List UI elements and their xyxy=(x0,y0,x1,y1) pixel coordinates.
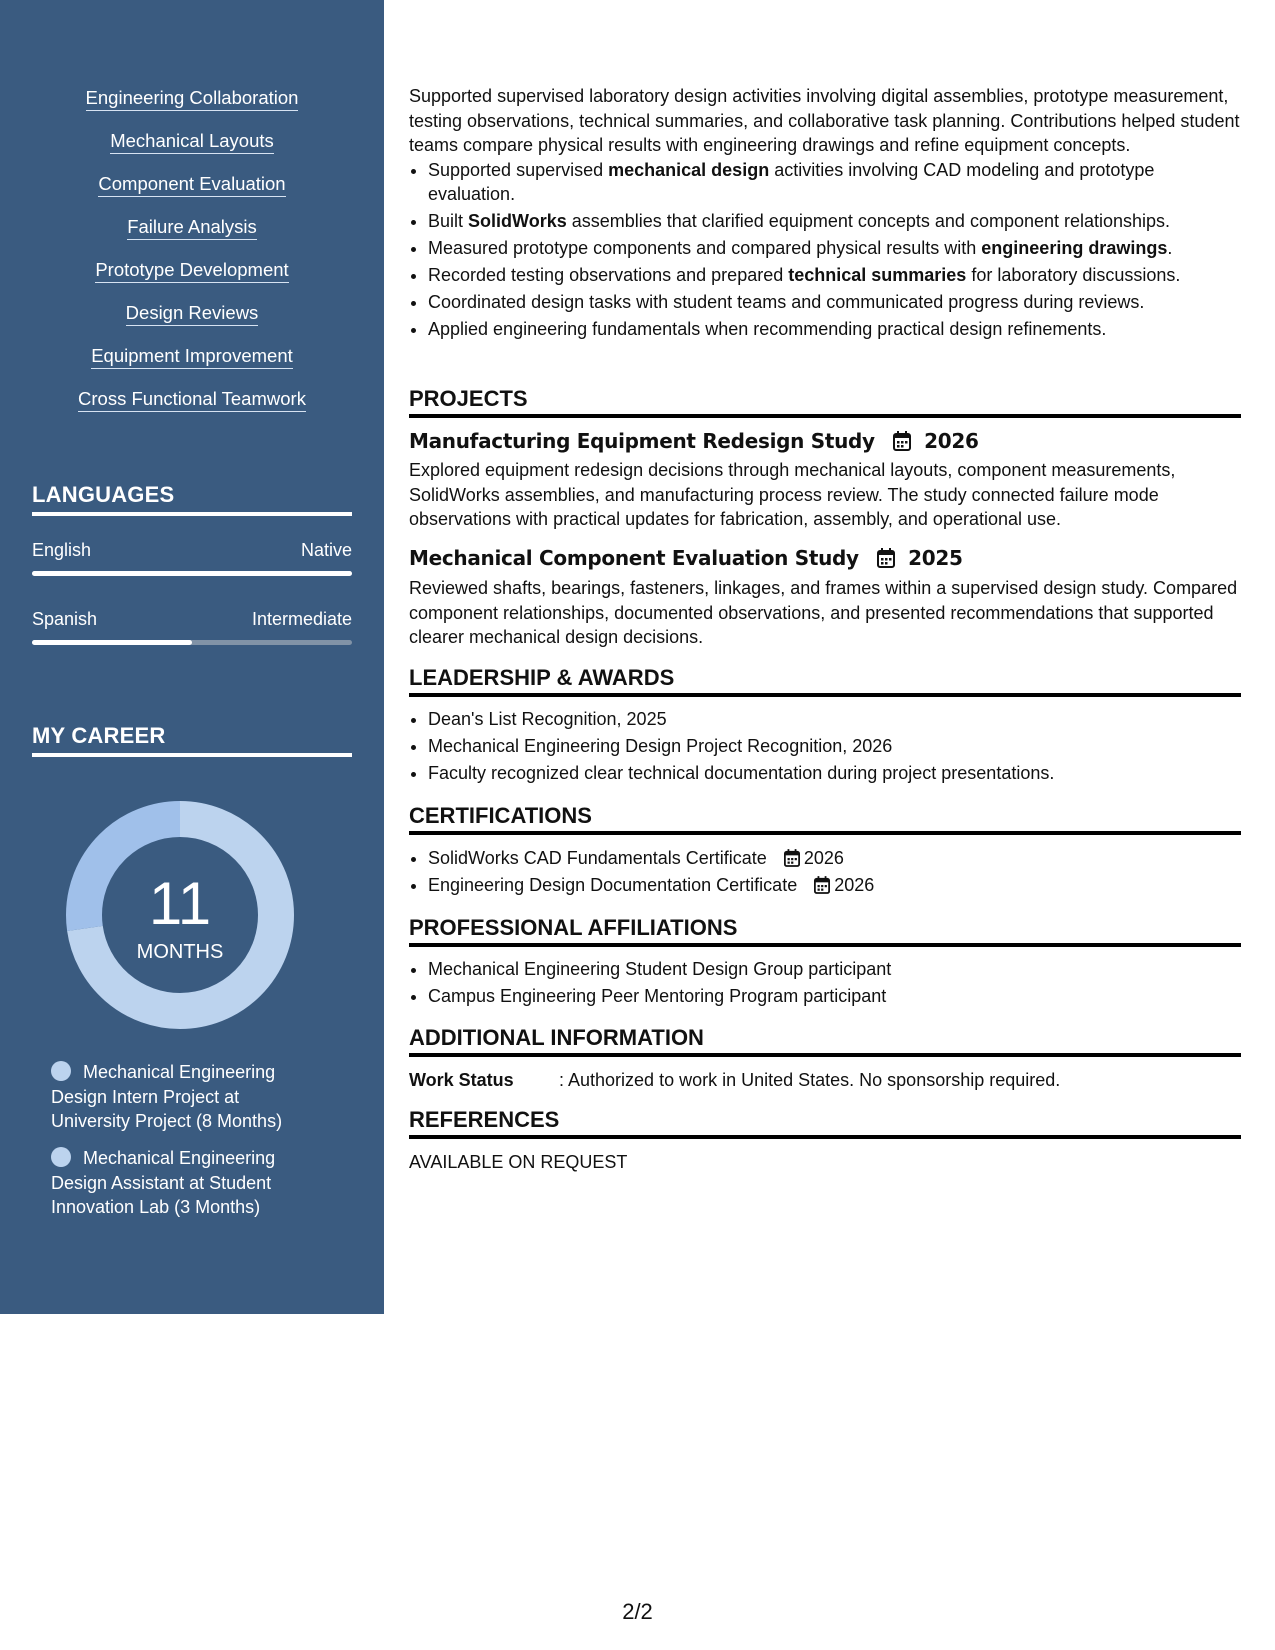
skill-item: Mechanical Layouts xyxy=(110,130,274,154)
career-dot-icon xyxy=(51,1147,71,1167)
certifications-heading: CERTIFICATIONS xyxy=(409,803,1241,835)
certification-year: 2026 xyxy=(803,848,844,868)
skill-item: Engineering Collaboration xyxy=(86,87,299,111)
leadership-item: • Mechanical Engineering Design Project Recognition, 2026 xyxy=(428,734,1260,759)
references-text: AVAILABLE ON REQUEST xyxy=(409,1152,628,1172)
leadership-item: • Dean's List Recognition, 2025 xyxy=(428,707,1260,732)
sidebar xyxy=(0,0,384,1314)
language-bar-english xyxy=(32,571,352,576)
language-level: Native xyxy=(300,540,352,560)
additional-info-heading: ADDITIONAL INFORMATION xyxy=(409,1025,1241,1057)
career-item-text: Mechanical Engineering Design Assistant at Student Innovation Lab (3 Months) xyxy=(51,1148,276,1217)
language-bar-fill xyxy=(32,571,352,576)
leadership-heading: LEADERSHIP & AWARDS xyxy=(409,665,1241,697)
affiliation-item: • Mechanical Engineering Student Design Group participant xyxy=(428,957,1260,982)
calendar-icon xyxy=(877,548,895,568)
skills-list xyxy=(0,87,384,431)
career-item xyxy=(51,1060,311,1134)
experience-bullet: • Coordinated design tasks with student teams and communicated progress during reviews. xyxy=(428,290,1241,315)
language-row-english xyxy=(32,540,352,561)
career-total-unit: MONTHS xyxy=(136,941,224,963)
language-bar-spanish xyxy=(32,640,352,645)
languages-heading: LANGUAGES xyxy=(32,482,352,516)
calendar-icon xyxy=(814,876,830,894)
page-number: 2/2 xyxy=(622,1599,653,1624)
career-item-text: Mechanical Engineering Design Intern Project at University Project (8 Months) xyxy=(51,1062,283,1131)
calendar-icon xyxy=(893,431,911,451)
experience-bullet: • Supported supervised mechanical design activities involving CAD modeling and prototype evaluation. xyxy=(428,158,1241,207)
career-item xyxy=(51,1146,311,1220)
experience-bullet: • Applied engineering fundamentals when recommending practical design refinements. xyxy=(428,317,1241,342)
experience-block xyxy=(409,84,1241,344)
career-total-number: 11 xyxy=(148,870,212,937)
language-name: Spanish xyxy=(32,609,98,629)
calendar-icon xyxy=(784,849,800,867)
certifications-list xyxy=(409,846,1260,900)
project-description: Explored equipment redesign decisions through mechanical layouts, component measurements, SolidWorks assemblies, and manufacturing process review. The study connected failure mode observations with practical updates for fabrication, assembly, and operational use. xyxy=(409,460,1176,529)
career-donut-chart xyxy=(66,801,294,1029)
skill-item: Failure Analysis xyxy=(127,216,257,240)
project-title: Mechanical Component Evaluation Study xyxy=(409,546,859,570)
skill-item: Design Reviews xyxy=(126,302,259,326)
language-bar-fill xyxy=(32,640,192,645)
work-status-row xyxy=(409,1068,1241,1093)
experience-bullets xyxy=(409,158,1241,342)
language-row-spanish xyxy=(32,609,352,630)
work-status-label: Work Status xyxy=(409,1070,514,1090)
skill-item: Component Evaluation xyxy=(98,173,285,197)
project-title-row xyxy=(409,546,963,570)
experience-bullet: • Built SolidWorks assemblies that clarified equipment concepts and component relationships. xyxy=(428,209,1241,234)
project-year: 2026 xyxy=(924,429,979,453)
leadership-list xyxy=(409,707,1260,788)
projects-heading: PROJECTS xyxy=(409,386,1241,418)
skill-item: Cross Functional Teamwork xyxy=(78,388,306,412)
skill-item: Equipment Improvement xyxy=(91,345,293,369)
affiliation-item: • Campus Engineering Peer Mentoring Program participant xyxy=(428,984,1260,1009)
certification-item: • SolidWorks CAD Fundamentals Certificate 2026 xyxy=(428,846,1260,871)
project-description: Reviewed shafts, bearings, fasteners, linkages, and frames within a supervised design study. Compared component relationships, documented observations, and presented recommendations that supported clearer mechanical design decisions. xyxy=(409,578,1238,647)
experience-bullet: • Measured prototype components and compared physical results with engineering drawings. xyxy=(428,236,1241,261)
references-heading: REFERENCES xyxy=(409,1107,1241,1139)
career-heading: MY CAREER xyxy=(32,723,352,757)
experience-bullet: • Recorded testing observations and prepared technical summaries for laboratory discussions. xyxy=(428,263,1241,288)
project-title: Manufacturing Equipment Redesign Study xyxy=(409,429,875,453)
affiliations-heading: PROFESSIONAL AFFILIATIONS xyxy=(409,915,1241,947)
leadership-item: • Faculty recognized clear technical documentation during project presentations. xyxy=(428,761,1260,786)
experience-summary: Supported supervised laboratory design activities involving digital assemblies, prototype measurement, testing observations, technical summaries, and collaborative task planning. Contributions helped student teams compare physical results with engineering drawings and refine equipment concepts. xyxy=(409,86,1240,155)
language-level: Intermediate xyxy=(251,609,352,629)
project-title-row xyxy=(409,429,979,453)
certification-year: 2026 xyxy=(834,875,875,895)
project-year: 2025 xyxy=(908,546,963,570)
language-name: English xyxy=(32,540,92,560)
certification-item: • Engineering Design Documentation Certificate 2026 xyxy=(428,873,1260,898)
affiliations-list xyxy=(409,957,1260,1011)
career-dot-icon xyxy=(51,1061,71,1081)
skill-item: Prototype Development xyxy=(95,259,288,283)
work-status-value: : Authorized to work in United States. No sponsorship required. xyxy=(559,1070,1061,1090)
